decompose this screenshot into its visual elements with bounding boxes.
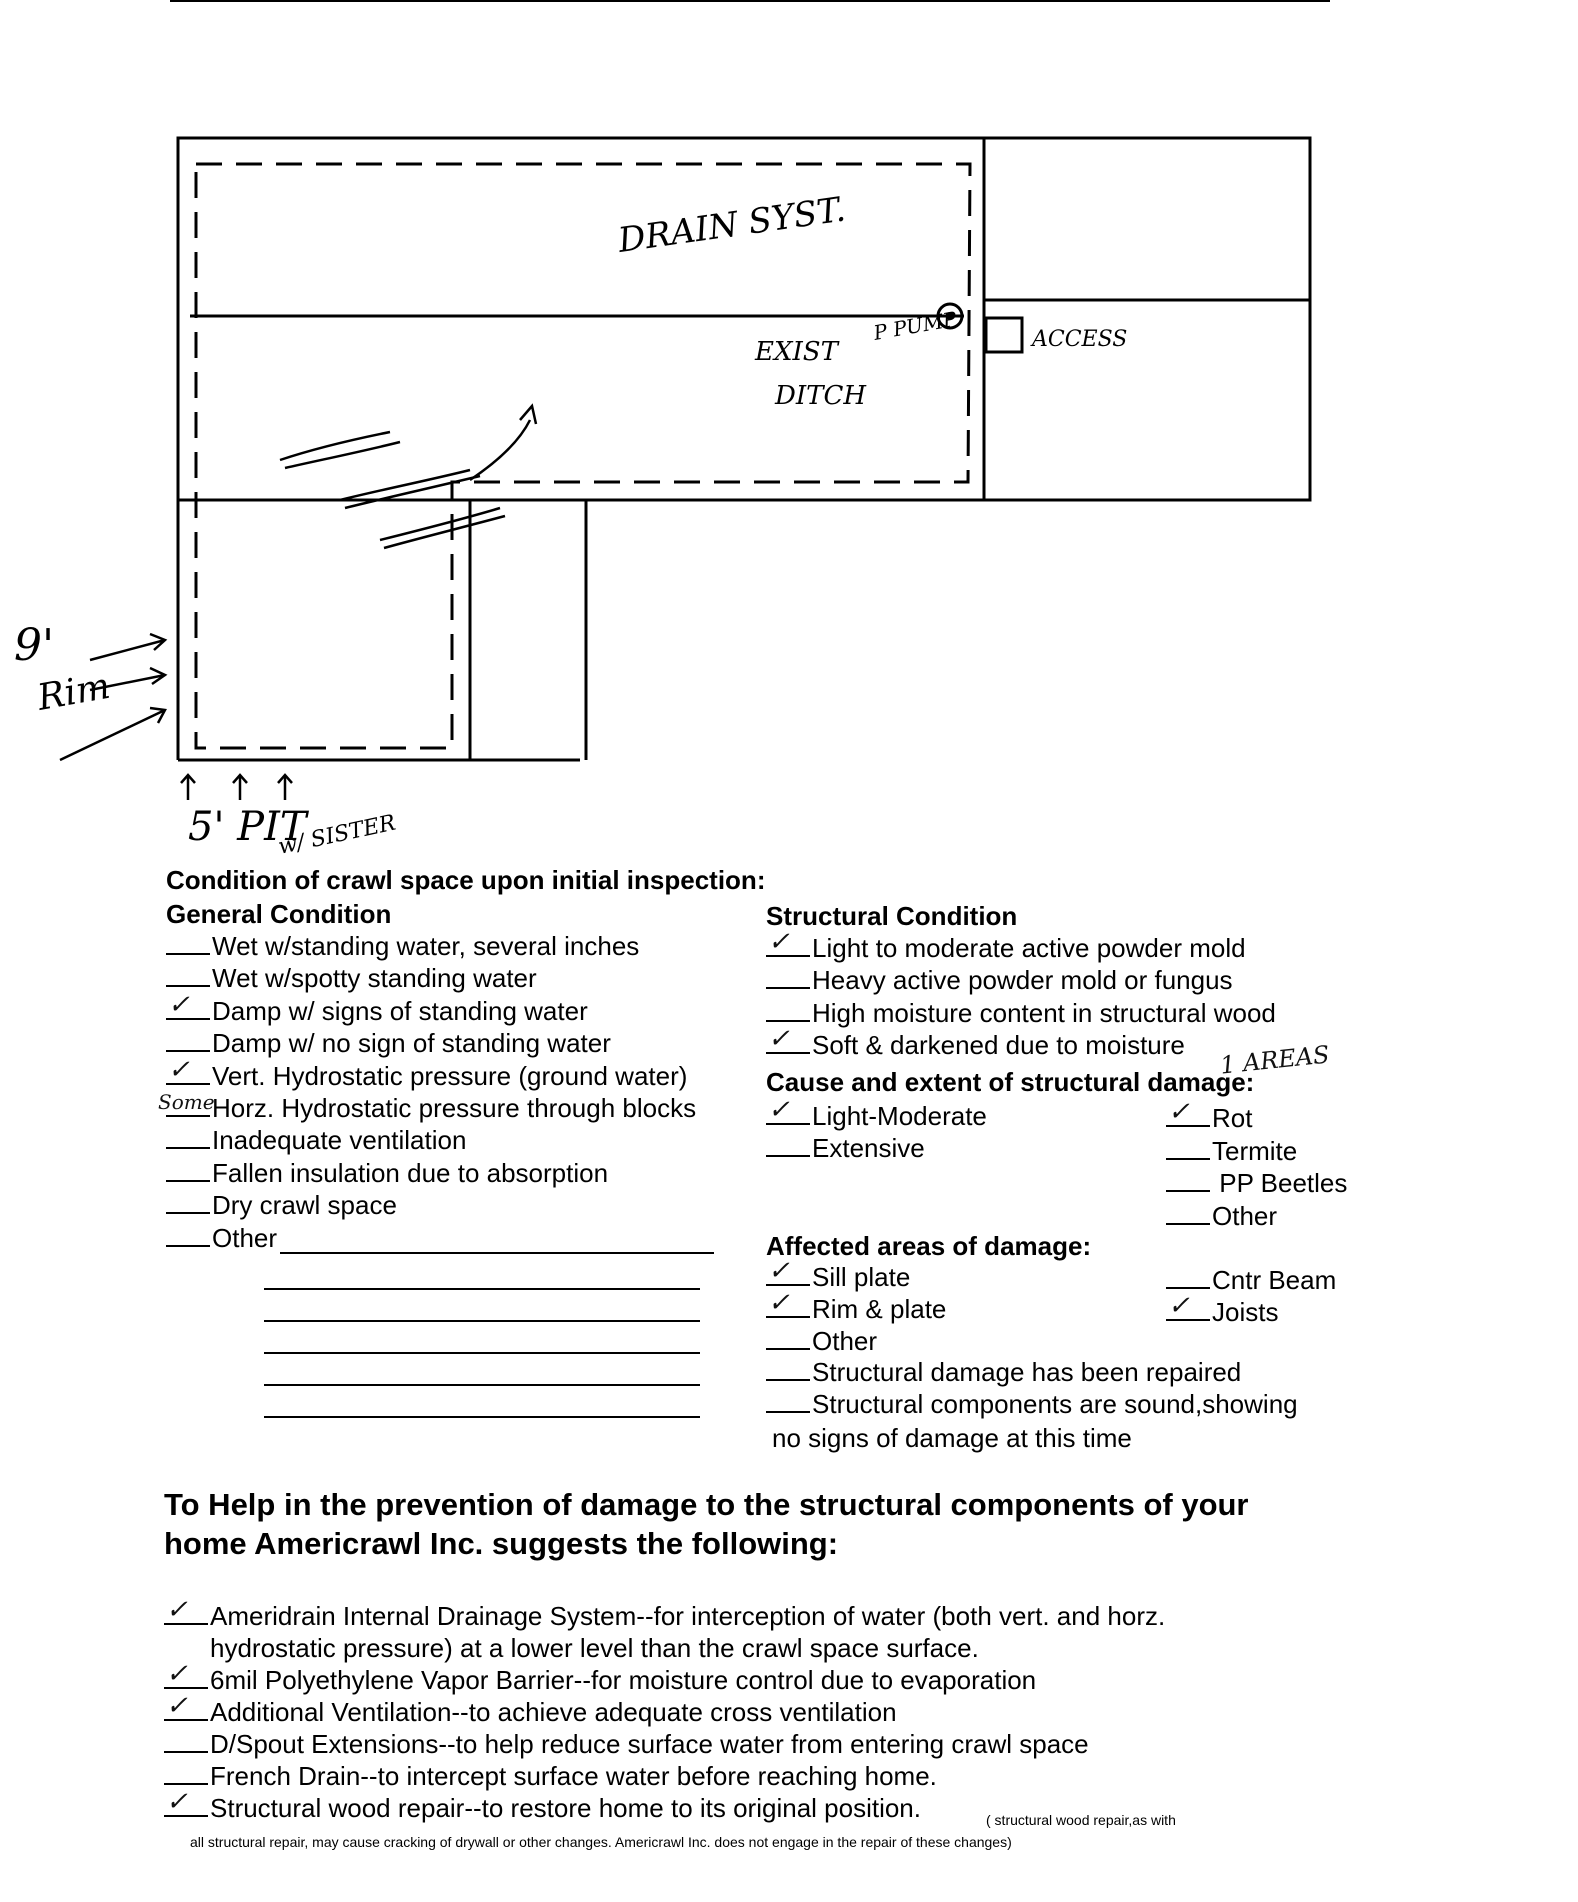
handwritten-check-mark: ✓ (166, 1787, 188, 1817)
general-condition-list (158, 930, 697, 1254)
checklist-label: Light to moderate active powder mold (812, 933, 1246, 963)
checklist-item (166, 989, 696, 1027)
checkbox-blank[interactable] (1166, 1097, 1210, 1127)
checkbox-blank[interactable] (166, 1158, 210, 1182)
handwritten-check-mark: ✓ (166, 1691, 188, 1721)
checkbox-blank[interactable] (164, 1659, 208, 1689)
checklist-label: Vert. Hydrostatic pressure (ground water) (212, 1060, 688, 1091)
handwritten-check-mark: ✓ (768, 1095, 790, 1125)
checklist-label: Structural components are sound,showing (812, 1389, 1298, 1420)
checklist-item (1166, 1135, 1347, 1168)
checklist-label: Additional Ventilation--to achieve adequate cross ventilation (210, 1697, 897, 1727)
checklist-label: Structural damage has been repaired (812, 1357, 1242, 1388)
suggestions-list (164, 1595, 1166, 1824)
handwritten-check-mark: ✓ (768, 1287, 790, 1318)
sister-label: w/ SISTER (276, 810, 399, 860)
checklist-label: Rim & plate (812, 1293, 947, 1324)
checkbox-blank[interactable] (166, 931, 210, 955)
handwritten-check-mark: ✓ (768, 1256, 790, 1286)
checklist-item (766, 1326, 1298, 1358)
checkbox-blank[interactable] (158, 1089, 215, 1117)
access-box (986, 318, 1022, 352)
pump-label: P PUMP (871, 306, 959, 345)
handwritten-check-mark: Some (158, 1089, 215, 1114)
checklist-label: 6mil Polyethylene Vapor Barrier--for moisture control due to evaporation (210, 1665, 1037, 1695)
checklist-item (166, 1189, 696, 1221)
checklist-label: Fallen insulation due to absorption (212, 1157, 609, 1188)
handwritten-check-mark: ✓ (166, 1595, 188, 1625)
checklist-label: Termite (1212, 1135, 1298, 1166)
checklist-label: French Drain--to intercept surface water before reaching home. (210, 1761, 937, 1791)
checklist-label: hydrostatic pressure) at a lower level than the crawl space surface. (210, 1633, 979, 1663)
affected-continuation: no signs of damage at this time (772, 1423, 1132, 1453)
checkbox-blank[interactable] (164, 1729, 208, 1753)
other-line-6 (264, 1416, 700, 1418)
checklist-item (766, 1024, 1276, 1061)
handwritten-check-mark: ✓ (1168, 1097, 1190, 1127)
checklist-item (164, 1760, 1165, 1792)
suggestions-heading-1: To Help in the prevention of damage to the structural components of your (164, 1487, 1249, 1522)
crawl-space-sketch (0, 120, 1578, 860)
checkbox-blank[interactable] (164, 1761, 208, 1785)
fine-print-line-1: ( structural wood repair,as with (986, 1812, 1176, 1828)
checklist-label: Other (1212, 1200, 1278, 1231)
structural-condition-title: Structural Condition (766, 901, 1018, 931)
other-line-2 (264, 1288, 700, 1290)
affected-areas-right (1166, 1264, 1336, 1328)
checklist-item (158, 1089, 697, 1124)
handwritten-check-mark: ✓ (166, 1659, 188, 1689)
suggestions-heading-2: home Americrawl Inc. suggests the following: (164, 1526, 839, 1561)
checkbox-blank[interactable] (766, 1287, 810, 1318)
checkbox-blank[interactable] (166, 963, 210, 987)
checklist-item (1166, 1097, 1347, 1135)
checkbox-blank[interactable] (166, 1125, 210, 1149)
general-condition-section (158, 898, 697, 1254)
checkbox-blank[interactable] (766, 927, 810, 957)
checklist-item (164, 1632, 1165, 1664)
ditch-label: DITCH (775, 381, 867, 411)
checklist-item (166, 962, 696, 994)
checklist-label: Extensive (812, 1133, 925, 1163)
checkbox-blank[interactable] (766, 1389, 810, 1413)
drain-system-label: DRAIN SYST. (615, 189, 848, 261)
checklist-label: Horz. Hydrostatic pressure through blocks (212, 1092, 697, 1123)
cause-extent-title: Cause and extent of structural damage: (766, 1067, 1255, 1097)
soft-areas-note: 1 AREAS (1218, 1040, 1331, 1080)
checklist-item (1166, 1264, 1336, 1296)
checklist-label: Wet w/spotty standing water (212, 963, 537, 994)
handwritten-check-mark: ✓ (768, 1024, 790, 1055)
checklist-item (166, 930, 696, 962)
checkbox-blank[interactable] (164, 1595, 208, 1625)
checklist-item (766, 1132, 987, 1164)
checklist-label: Dry crawl space (212, 1190, 397, 1221)
affected-areas-title: Affected areas of damage: (766, 1231, 1092, 1261)
checkbox-blank[interactable] (166, 1190, 210, 1214)
checklist-label: Soft & darkened due to moisture (812, 1030, 1185, 1061)
checkbox-blank[interactable] (766, 1326, 810, 1350)
checkbox-blank[interactable] (166, 989, 210, 1020)
checklist-item (766, 1095, 987, 1132)
fine-print-line-2: all structural repair, may cause cracking of drywall or other changes. Americrawl Inc. does not engage in the repair of these changes) (190, 1834, 1012, 1850)
exist-label: EXIST (755, 337, 838, 367)
checklist-label: High moisture content in structural wood (812, 997, 1276, 1028)
structural-condition-list (766, 927, 1276, 1062)
checklist-item (166, 1124, 696, 1156)
checklist-label: D/Spout Extensions--to help reduce surface water from entering crawl space (210, 1729, 1089, 1759)
checklist-item (1166, 1167, 1347, 1200)
checklist-item (166, 1027, 696, 1059)
checklist-label: Damp w/ no sign of standing water (212, 1028, 611, 1059)
other-line-1 (280, 1252, 714, 1254)
main-structure-outline (178, 138, 984, 500)
right-wing-outline (984, 138, 1310, 500)
access-label: ACCESS (1032, 327, 1128, 352)
checklist-label: Heavy active powder mold or fungus (812, 965, 1233, 996)
checkbox-blank[interactable] (766, 1024, 810, 1055)
checkbox-blank[interactable] (766, 998, 810, 1022)
general-condition-title: General Condition (166, 899, 392, 929)
pit-label: 5' PIT (188, 804, 307, 850)
checklist-item (1166, 1200, 1347, 1233)
checkbox-blank[interactable] (1166, 1201, 1210, 1225)
checklist-item (164, 1691, 1165, 1728)
other-line-5 (264, 1384, 700, 1386)
checklist-item (166, 1222, 696, 1254)
other-line-3 (264, 1320, 700, 1322)
checklist-label: Light-Moderate (812, 1101, 987, 1131)
checkbox-blank[interactable] (166, 1054, 210, 1085)
checkbox-blank[interactable] (164, 1787, 208, 1817)
top-rule (170, 0, 1330, 2)
checklist-item (164, 1595, 1166, 1632)
checklist-label: Other (212, 1222, 278, 1253)
checklist-label: Sill plate (812, 1262, 911, 1292)
checklist-label: Cntr Beam (1212, 1265, 1337, 1295)
checklist-label: Damp w/ signs of standing water (212, 995, 588, 1026)
checklist-item (766, 1357, 1298, 1389)
checkbox-blank[interactable] (766, 965, 810, 989)
checklist-item (164, 1659, 1165, 1696)
checkbox-blank[interactable] (1166, 1265, 1210, 1289)
checklist-item (166, 1054, 696, 1092)
rim-number-label: 9' (14, 620, 55, 671)
cause-extent-right (1166, 1097, 1348, 1232)
inspection-heading: Condition of crawl space upon initial inspection: (166, 865, 766, 895)
checklist-item (766, 1389, 1298, 1421)
checkbox-blank[interactable] (766, 1256, 810, 1286)
checklist-label: Other (812, 1325, 878, 1356)
checklist-item (1166, 1291, 1336, 1328)
checklist-label: Joists (1212, 1297, 1279, 1327)
checkbox-blank[interactable] (1166, 1168, 1210, 1192)
checkbox-blank[interactable] (166, 1028, 210, 1052)
checkbox-blank[interactable] (1166, 1291, 1210, 1321)
checkbox-blank[interactable] (766, 1133, 810, 1157)
cause-extent-left (766, 1095, 987, 1164)
checklist-item (766, 997, 1276, 1029)
checklist-label: Wet w/standing water, several inches (212, 931, 640, 961)
checklist-item (766, 927, 1276, 964)
checkbox-blank[interactable] (766, 1095, 810, 1125)
checklist-label: Inadequate ventilation (212, 1125, 467, 1156)
checklist-label: Ameridrain Internal Drainage System--for interception of water (both vert. and horz. (210, 1601, 1166, 1631)
structural-condition-section (766, 900, 1276, 1062)
drain-line (196, 164, 970, 748)
checklist-label: Rot (1212, 1103, 1253, 1133)
checkbox-blank[interactable] (1166, 1136, 1210, 1160)
checkbox-blank[interactable] (164, 1691, 208, 1721)
other-line-4 (264, 1352, 700, 1354)
handwritten-check-mark: ✓ (168, 989, 190, 1020)
checklist-label: PP Beetles (1212, 1168, 1348, 1198)
handwritten-check-mark: ✓ (168, 1054, 190, 1085)
handwritten-check-mark: ✓ (768, 927, 790, 957)
handwritten-check-mark: ✓ (1168, 1291, 1190, 1321)
checklist-label: Structural wood repair--to restore home to its original position. (210, 1793, 921, 1823)
rim-label: Rim (34, 665, 114, 719)
checkbox-blank[interactable] (766, 1357, 810, 1381)
checklist-item (164, 1728, 1165, 1760)
checklist-item (766, 964, 1276, 996)
checkbox-blank[interactable] (166, 1223, 210, 1247)
checklist-item (166, 1157, 696, 1189)
